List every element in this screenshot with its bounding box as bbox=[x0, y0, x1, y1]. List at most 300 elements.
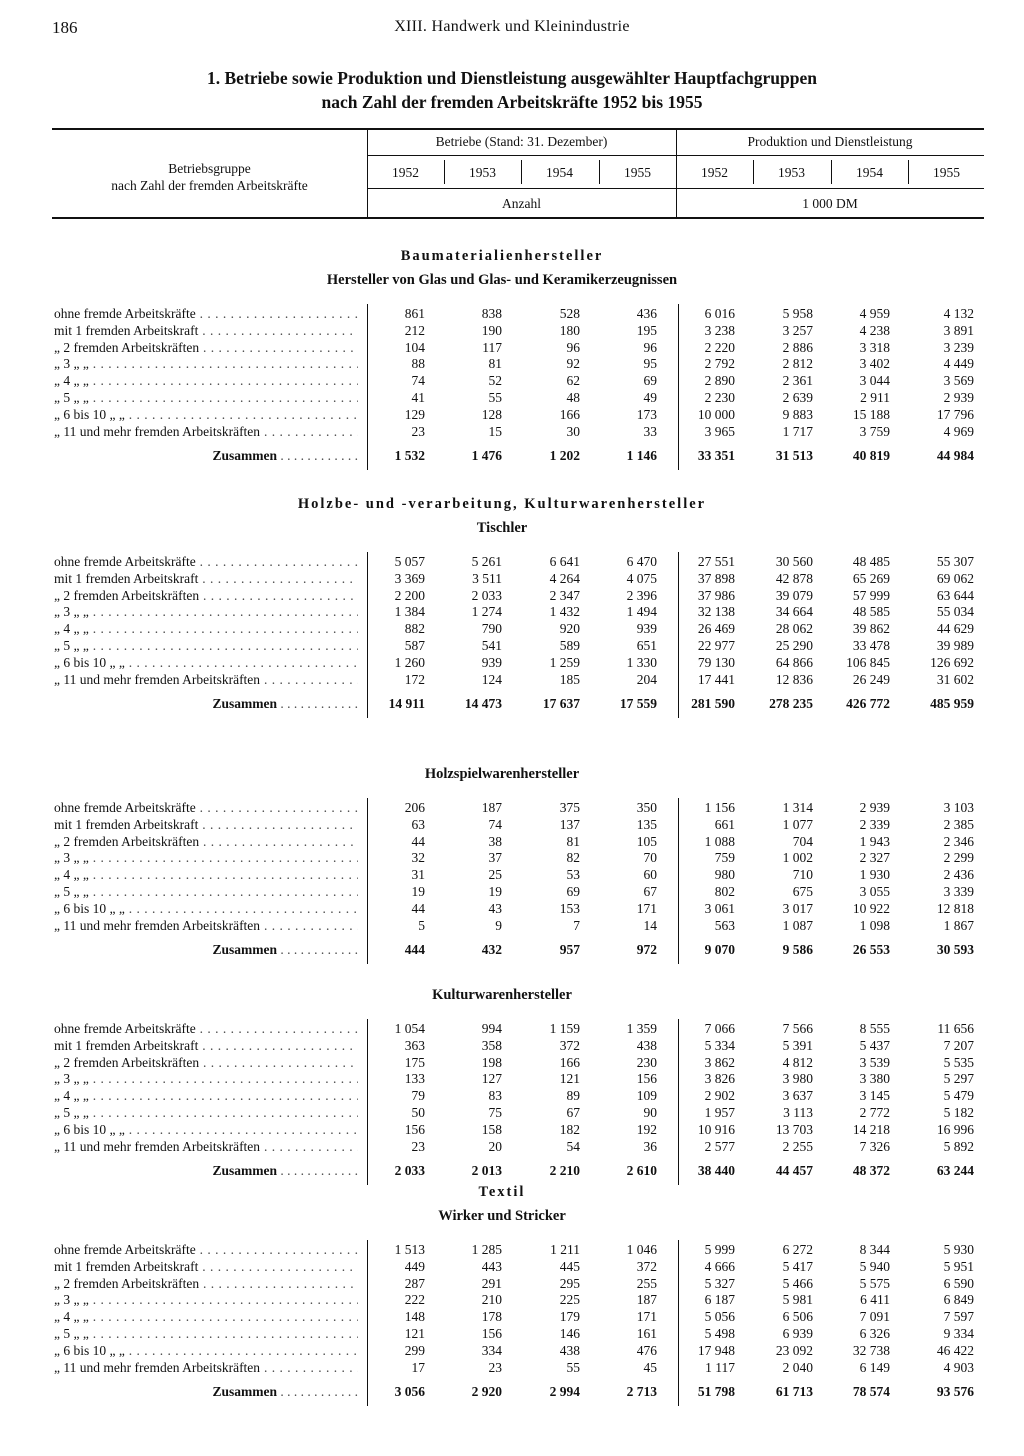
value-cell: 81 bbox=[488, 356, 502, 372]
table-row bbox=[0, 672, 1024, 689]
value-cell: 3 862 bbox=[704, 1054, 735, 1070]
value-cell: 22 977 bbox=[697, 638, 735, 653]
value-cell: 38 440 bbox=[697, 1163, 735, 1179]
value-cell: 1 930 bbox=[859, 867, 890, 883]
row-label bbox=[54, 1038, 358, 1055]
value-cell: 6 326 bbox=[859, 1326, 890, 1341]
value-cell: 675 bbox=[792, 884, 813, 899]
row-label-text: mit 1 fremden Arbeitskraft bbox=[54, 1037, 199, 1053]
value-cell: 1 046 bbox=[626, 1242, 657, 1257]
value-cell: 920 bbox=[559, 621, 580, 637]
total-label: Zusammen . . . . . . . . . . . . bbox=[212, 448, 358, 464]
row-label-text: ohne fremde Arbeitskräfte bbox=[54, 1242, 196, 1257]
value-cell: 2 339 bbox=[859, 816, 890, 832]
value-cell: 2 812 bbox=[782, 356, 813, 372]
value-cell: 7 597 bbox=[943, 1309, 974, 1325]
value-cell: 1 285 bbox=[471, 1242, 502, 1257]
table-row bbox=[0, 1326, 1024, 1343]
value-cell: 4 132 bbox=[943, 306, 974, 321]
value-cell: 449 bbox=[404, 1258, 425, 1274]
value-cell: 7 326 bbox=[859, 1138, 890, 1154]
value-cell: 1 330 bbox=[626, 654, 657, 670]
value-cell: 5 bbox=[418, 917, 425, 933]
table-row bbox=[0, 1055, 1024, 1072]
section-subtitle: Hersteller von Glas und Glas- und Keramikerzeugnissen bbox=[326, 272, 678, 288]
value-cell: 222 bbox=[404, 1292, 425, 1308]
section-subtitle: Kulturwarenhersteller bbox=[432, 987, 572, 1003]
table-row bbox=[0, 1309, 1024, 1326]
row-label-text: „ 5 „ „ bbox=[54, 884, 89, 899]
value-cell: 3 061 bbox=[704, 900, 735, 916]
section-subtitle: Tischler bbox=[476, 520, 528, 536]
value-cell: 7 091 bbox=[859, 1309, 890, 1325]
row-label bbox=[54, 1088, 358, 1105]
row-label-text: „ 5 „ „ bbox=[54, 1326, 89, 1341]
row-label bbox=[54, 323, 358, 340]
value-cell: 14 218 bbox=[852, 1121, 890, 1137]
value-cell: 1 513 bbox=[394, 1242, 425, 1257]
value-cell: 3 044 bbox=[859, 373, 890, 389]
value-cell: 3 980 bbox=[782, 1071, 813, 1087]
value-cell: 3 239 bbox=[943, 339, 974, 355]
value-cell: 70 bbox=[643, 850, 657, 866]
value-cell: 5 940 bbox=[859, 1258, 890, 1274]
value-cell: 1 274 bbox=[471, 604, 502, 620]
table-row bbox=[0, 1343, 1024, 1360]
table-row bbox=[0, 340, 1024, 357]
value-cell: 204 bbox=[636, 671, 657, 687]
value-cell: 32 138 bbox=[697, 604, 735, 620]
value-cell: 4 449 bbox=[943, 356, 974, 372]
value-cell: 4 903 bbox=[943, 1359, 974, 1375]
value-cell: 171 bbox=[636, 1309, 657, 1325]
value-cell: 6 411 bbox=[860, 1292, 890, 1308]
value-cell: 372 bbox=[559, 1037, 580, 1053]
value-cell: 1 202 bbox=[549, 448, 580, 464]
value-cell: 55 bbox=[488, 390, 502, 405]
value-cell: 67 bbox=[643, 884, 657, 899]
value-cell: 2 772 bbox=[859, 1105, 890, 1120]
value-cell: 1 314 bbox=[782, 800, 813, 815]
value-cell: 2 639 bbox=[782, 390, 813, 405]
value-cell: 994 bbox=[481, 1021, 502, 1036]
value-cell: 2 396 bbox=[626, 587, 657, 603]
row-label bbox=[54, 1242, 358, 1259]
value-cell: 438 bbox=[636, 1037, 657, 1053]
table-row bbox=[0, 867, 1024, 884]
value-cell: 957 bbox=[559, 942, 580, 958]
value-cell: 1 260 bbox=[394, 654, 425, 670]
row-label-text: mit 1 fremden Arbeitskraft bbox=[54, 816, 199, 832]
value-cell: 230 bbox=[636, 1054, 657, 1070]
row-label-text: Zusammen bbox=[212, 696, 277, 712]
value-cell: 44 629 bbox=[936, 621, 974, 637]
value-cell: 63 244 bbox=[936, 1163, 974, 1179]
value-cell: 1 088 bbox=[704, 833, 735, 849]
value-cell: 281 590 bbox=[691, 696, 735, 712]
value-cell: 2 577 bbox=[704, 1138, 735, 1154]
running-header bbox=[52, 18, 972, 42]
value-cell: 43 bbox=[488, 900, 502, 916]
value-cell: 127 bbox=[481, 1071, 502, 1087]
table-row bbox=[0, 834, 1024, 851]
row-label bbox=[54, 571, 358, 588]
value-cell: 6 849 bbox=[943, 1292, 974, 1308]
value-cell: 37 986 bbox=[697, 587, 735, 603]
value-cell: 31 602 bbox=[936, 671, 974, 687]
row-label-text: mit 1 fremden Arbeitskraft bbox=[54, 1258, 199, 1274]
value-cell: 372 bbox=[636, 1258, 657, 1274]
value-cell: 23 bbox=[488, 1359, 502, 1375]
value-cell: 426 772 bbox=[846, 696, 890, 712]
value-cell: 48 485 bbox=[852, 554, 890, 569]
value-cell: 563 bbox=[714, 917, 735, 933]
row-label-text: mit 1 fremden Arbeitskraft bbox=[54, 322, 199, 338]
row-label bbox=[54, 390, 358, 407]
value-cell: 1 432 bbox=[549, 604, 580, 620]
row-label-text: „ 11 und mehr fremden Arbeitskräften bbox=[54, 1359, 261, 1375]
value-cell: 3 759 bbox=[859, 423, 890, 439]
value-cell: 3 965 bbox=[704, 423, 735, 439]
row-label bbox=[54, 1021, 358, 1038]
value-cell: 26 553 bbox=[852, 942, 890, 958]
row-label-text: „ 2 fremden Arbeitskräften bbox=[54, 833, 200, 849]
value-cell: 2 939 bbox=[943, 390, 974, 405]
value-cell: 5 417 bbox=[782, 1258, 813, 1274]
row-label bbox=[54, 1139, 358, 1156]
value-cell: 1 867 bbox=[943, 917, 974, 933]
row-label bbox=[54, 867, 358, 884]
value-cell: 57 999 bbox=[852, 587, 890, 603]
value-cell: 10 922 bbox=[852, 900, 890, 916]
table-row bbox=[0, 323, 1024, 340]
table-row bbox=[0, 817, 1024, 834]
value-cell: 33 bbox=[643, 423, 657, 439]
value-cell: 3 539 bbox=[859, 1054, 890, 1070]
value-cell: 25 290 bbox=[775, 638, 813, 653]
table-row bbox=[0, 901, 1024, 918]
value-cell: 166 bbox=[559, 406, 580, 422]
value-cell: 7 bbox=[573, 917, 580, 933]
row-label bbox=[54, 554, 358, 571]
table-row bbox=[0, 1021, 1024, 1038]
value-cell: 2 230 bbox=[704, 390, 735, 405]
value-cell: 192 bbox=[636, 1121, 657, 1137]
value-cell: 30 bbox=[566, 423, 580, 439]
chapter-title: XIII. Handwerk und Kleinindustrie bbox=[394, 18, 630, 35]
value-cell: 187 bbox=[481, 800, 502, 815]
value-cell: 838 bbox=[481, 306, 502, 321]
value-cell: 6 272 bbox=[782, 1242, 813, 1257]
row-label bbox=[54, 1292, 358, 1309]
value-cell: 173 bbox=[636, 406, 657, 422]
table-row bbox=[0, 306, 1024, 323]
value-cell: 5 575 bbox=[859, 1275, 890, 1291]
value-cell: 5 892 bbox=[943, 1138, 974, 1154]
value-cell: 156 bbox=[481, 1326, 502, 1341]
value-cell: 30 560 bbox=[775, 554, 813, 569]
value-cell: 3 257 bbox=[782, 322, 813, 338]
value-cell: 69 bbox=[643, 373, 657, 389]
value-cell: 6 470 bbox=[626, 554, 657, 569]
value-cell: 1 957 bbox=[704, 1105, 735, 1120]
value-cell: 44 bbox=[411, 833, 425, 849]
value-cell: 95 bbox=[643, 356, 657, 372]
section-title: Holzbe- und -verarbeitung, Kulturwarenhersteller bbox=[297, 496, 707, 512]
value-cell: 44 457 bbox=[775, 1163, 813, 1179]
value-cell: 44 984 bbox=[936, 448, 974, 464]
value-cell: 661 bbox=[714, 816, 735, 832]
value-cell: 363 bbox=[404, 1037, 425, 1053]
value-cell: 26 469 bbox=[697, 621, 735, 637]
value-cell: 37 898 bbox=[697, 570, 735, 586]
row-label-text: „ 6 bis 10 „ „ bbox=[54, 1342, 125, 1358]
year-header: 1952 bbox=[392, 165, 419, 180]
value-cell: 1 532 bbox=[394, 448, 425, 464]
value-cell: 1 717 bbox=[782, 423, 813, 439]
row-label bbox=[54, 1105, 358, 1122]
row-label bbox=[54, 621, 358, 638]
value-cell: 40 819 bbox=[852, 448, 890, 464]
page-number: 186 bbox=[52, 18, 78, 37]
year-header: 1953 bbox=[469, 165, 496, 180]
value-cell: 67 bbox=[566, 1105, 580, 1120]
value-cell: 278 235 bbox=[769, 696, 813, 712]
table-row bbox=[0, 884, 1024, 901]
value-cell: 861 bbox=[404, 306, 425, 321]
value-cell: 41 bbox=[411, 390, 425, 405]
value-cell: 171 bbox=[636, 900, 657, 916]
row-label-text: „ 6 bis 10 „ „ bbox=[54, 654, 125, 670]
row-label-text: „ 6 bis 10 „ „ bbox=[54, 1121, 125, 1137]
table-row bbox=[0, 1038, 1024, 1055]
value-cell: 1 159 bbox=[549, 1021, 580, 1036]
value-cell: 1 211 bbox=[550, 1242, 580, 1257]
unit-produktion: 1 000 DM bbox=[802, 196, 858, 211]
value-cell: 74 bbox=[411, 373, 425, 389]
value-cell: 2 911 bbox=[860, 390, 890, 405]
value-cell: 651 bbox=[636, 638, 657, 653]
value-cell: 3 826 bbox=[704, 1071, 735, 1087]
value-cell: 759 bbox=[714, 850, 735, 866]
row-label bbox=[54, 424, 358, 441]
value-cell: 7 066 bbox=[704, 1021, 735, 1036]
value-cell: 3 017 bbox=[782, 900, 813, 916]
value-cell: 129 bbox=[404, 406, 425, 422]
table-row bbox=[0, 1242, 1024, 1259]
row-label bbox=[54, 1259, 358, 1276]
value-cell: 4 666 bbox=[704, 1258, 735, 1274]
row-label-text: Zusammen bbox=[212, 942, 277, 958]
value-cell: 5 437 bbox=[859, 1037, 890, 1053]
row-label bbox=[54, 638, 358, 655]
value-cell: 2 347 bbox=[549, 587, 580, 603]
value-cell: 137 bbox=[559, 816, 580, 832]
value-cell: 1 494 bbox=[626, 604, 657, 620]
value-cell: 3 380 bbox=[859, 1071, 890, 1087]
total-row bbox=[0, 942, 1024, 959]
section-title: Baumaterialienhersteller bbox=[400, 248, 604, 264]
value-cell: 291 bbox=[481, 1275, 502, 1291]
row-label bbox=[54, 340, 358, 357]
value-cell: 65 269 bbox=[852, 570, 890, 586]
table-row bbox=[0, 1292, 1024, 1309]
row-label bbox=[54, 1326, 358, 1343]
value-cell: 45 bbox=[643, 1359, 657, 1375]
value-cell: 105 bbox=[636, 833, 657, 849]
value-cell: 210 bbox=[481, 1292, 502, 1308]
total-label: Zusammen . . . . . . . . . . . . bbox=[212, 1384, 358, 1400]
value-cell: 60 bbox=[643, 867, 657, 883]
value-cell: 20 bbox=[488, 1138, 502, 1154]
value-cell: 445 bbox=[559, 1258, 580, 1274]
table-row bbox=[0, 356, 1024, 373]
table-row bbox=[0, 800, 1024, 817]
value-cell: 5 391 bbox=[782, 1037, 813, 1053]
value-cell: 350 bbox=[636, 800, 657, 815]
table-row bbox=[0, 407, 1024, 424]
total-row bbox=[0, 696, 1024, 713]
value-cell: 34 664 bbox=[775, 604, 813, 620]
table-row bbox=[0, 655, 1024, 672]
value-cell: 2 886 bbox=[782, 339, 813, 355]
value-cell: 4 075 bbox=[626, 570, 657, 586]
row-label-text: ohne fremde Arbeitskräfte bbox=[54, 306, 196, 321]
value-cell: 3 055 bbox=[859, 884, 890, 899]
value-cell: 4 969 bbox=[943, 423, 974, 439]
row-label-text: Zusammen bbox=[212, 448, 277, 464]
table-row bbox=[0, 1071, 1024, 1088]
stub-header bbox=[52, 160, 367, 194]
value-cell: 2 033 bbox=[471, 587, 502, 603]
row-label-text: „ 3 „ „ bbox=[54, 356, 89, 372]
value-cell: 79 130 bbox=[697, 654, 735, 670]
value-cell: 15 188 bbox=[852, 406, 890, 422]
total-row bbox=[0, 1163, 1024, 1180]
value-cell: 148 bbox=[404, 1309, 425, 1325]
value-cell: 106 845 bbox=[846, 654, 890, 670]
value-cell: 2 890 bbox=[704, 373, 735, 389]
value-cell: 3 891 bbox=[943, 322, 974, 338]
value-cell: 74 bbox=[488, 816, 502, 832]
value-cell: 9 bbox=[495, 917, 502, 933]
value-cell: 5 479 bbox=[943, 1088, 974, 1104]
table-row bbox=[0, 918, 1024, 935]
year-header: 1952 bbox=[701, 165, 728, 180]
value-cell: 117 bbox=[482, 339, 502, 355]
row-label bbox=[54, 817, 358, 834]
value-cell: 9 883 bbox=[782, 406, 813, 422]
value-cell: 17 441 bbox=[697, 671, 735, 687]
value-cell: 1 943 bbox=[859, 833, 890, 849]
value-cell: 180 bbox=[559, 322, 580, 338]
group-header-produktion: Produktion und Dienstleistung bbox=[747, 134, 913, 149]
value-cell: 109 bbox=[636, 1088, 657, 1104]
row-label bbox=[54, 588, 358, 605]
value-cell: 1 077 bbox=[782, 816, 813, 832]
value-cell: 88 bbox=[411, 356, 425, 372]
value-cell: 3 511 bbox=[472, 570, 502, 586]
row-label-text: „ 6 bis 10 „ „ bbox=[54, 406, 125, 422]
year-header: 1954 bbox=[546, 165, 573, 180]
table-row bbox=[0, 554, 1024, 571]
value-cell: 52 bbox=[488, 373, 502, 389]
value-cell: 63 bbox=[411, 816, 425, 832]
value-cell: 589 bbox=[559, 638, 580, 653]
stub-header-line-2: nach Zahl der fremden Arbeitskräfte bbox=[111, 178, 308, 193]
value-cell: 89 bbox=[566, 1088, 580, 1104]
value-cell: 2 920 bbox=[471, 1384, 502, 1400]
value-cell: 1 146 bbox=[626, 448, 657, 464]
table-row bbox=[0, 1088, 1024, 1105]
value-cell: 187 bbox=[636, 1292, 657, 1308]
row-label-text: „ 2 fremden Arbeitskräften bbox=[54, 339, 200, 355]
value-cell: 3 637 bbox=[782, 1088, 813, 1104]
value-cell: 32 738 bbox=[852, 1342, 890, 1358]
value-cell: 17 796 bbox=[936, 406, 974, 422]
value-cell: 179 bbox=[559, 1309, 580, 1325]
row-label bbox=[54, 1055, 358, 1072]
value-cell: 33 351 bbox=[697, 448, 735, 464]
table-row bbox=[0, 621, 1024, 638]
row-label-text: „ 6 bis 10 „ „ bbox=[54, 900, 125, 916]
value-cell: 1 098 bbox=[859, 917, 890, 933]
value-cell: 3 318 bbox=[859, 339, 890, 355]
value-cell: 19 bbox=[411, 884, 425, 899]
value-cell: 53 bbox=[566, 867, 580, 883]
section-subtitle: Holzspielwarenhersteller bbox=[424, 766, 580, 782]
value-cell: 166 bbox=[559, 1054, 580, 1070]
value-cell: 2 255 bbox=[782, 1138, 813, 1154]
value-cell: 96 bbox=[566, 339, 580, 355]
value-cell: 182 bbox=[559, 1121, 580, 1137]
value-cell: 3 339 bbox=[943, 884, 974, 899]
value-cell: 2 210 bbox=[549, 1163, 580, 1179]
value-cell: 31 bbox=[411, 867, 425, 883]
value-cell: 1 359 bbox=[626, 1021, 657, 1036]
value-cell: 255 bbox=[636, 1275, 657, 1291]
row-label-text: „ 11 und mehr fremden Arbeitskräften bbox=[54, 917, 261, 933]
row-label-text: „ 5 „ „ bbox=[54, 390, 89, 405]
header-unit-rule bbox=[367, 188, 984, 189]
value-cell: 212 bbox=[404, 322, 425, 338]
value-cell: 2 033 bbox=[394, 1163, 425, 1179]
value-cell: 17 637 bbox=[542, 696, 580, 712]
total-label: Zusammen . . . . . . . . . . . . bbox=[212, 1163, 358, 1179]
row-label-text: Zusammen bbox=[212, 1384, 277, 1400]
value-cell: 39 862 bbox=[852, 621, 890, 637]
value-cell: 195 bbox=[636, 322, 657, 338]
value-cell: 146 bbox=[559, 1326, 580, 1341]
value-cell: 17 bbox=[411, 1359, 425, 1375]
value-cell: 62 bbox=[566, 373, 580, 389]
value-cell: 69 062 bbox=[936, 570, 974, 586]
value-cell: 4 238 bbox=[859, 322, 890, 338]
row-label bbox=[54, 407, 358, 424]
value-cell: 1 259 bbox=[549, 654, 580, 670]
value-cell: 2 361 bbox=[782, 373, 813, 389]
value-cell: 12 836 bbox=[775, 671, 813, 687]
row-label-text: „ 3 „ „ bbox=[54, 604, 89, 620]
value-cell: 299 bbox=[404, 1342, 425, 1358]
value-cell: 153 bbox=[559, 900, 580, 916]
value-cell: 92 bbox=[566, 356, 580, 372]
value-cell: 5 057 bbox=[394, 554, 425, 569]
value-cell: 6 590 bbox=[943, 1275, 974, 1291]
value-cell: 9 070 bbox=[704, 942, 735, 958]
value-cell: 5 182 bbox=[943, 1105, 974, 1120]
row-label-text: ohne fremde Arbeitskräfte bbox=[54, 554, 196, 569]
